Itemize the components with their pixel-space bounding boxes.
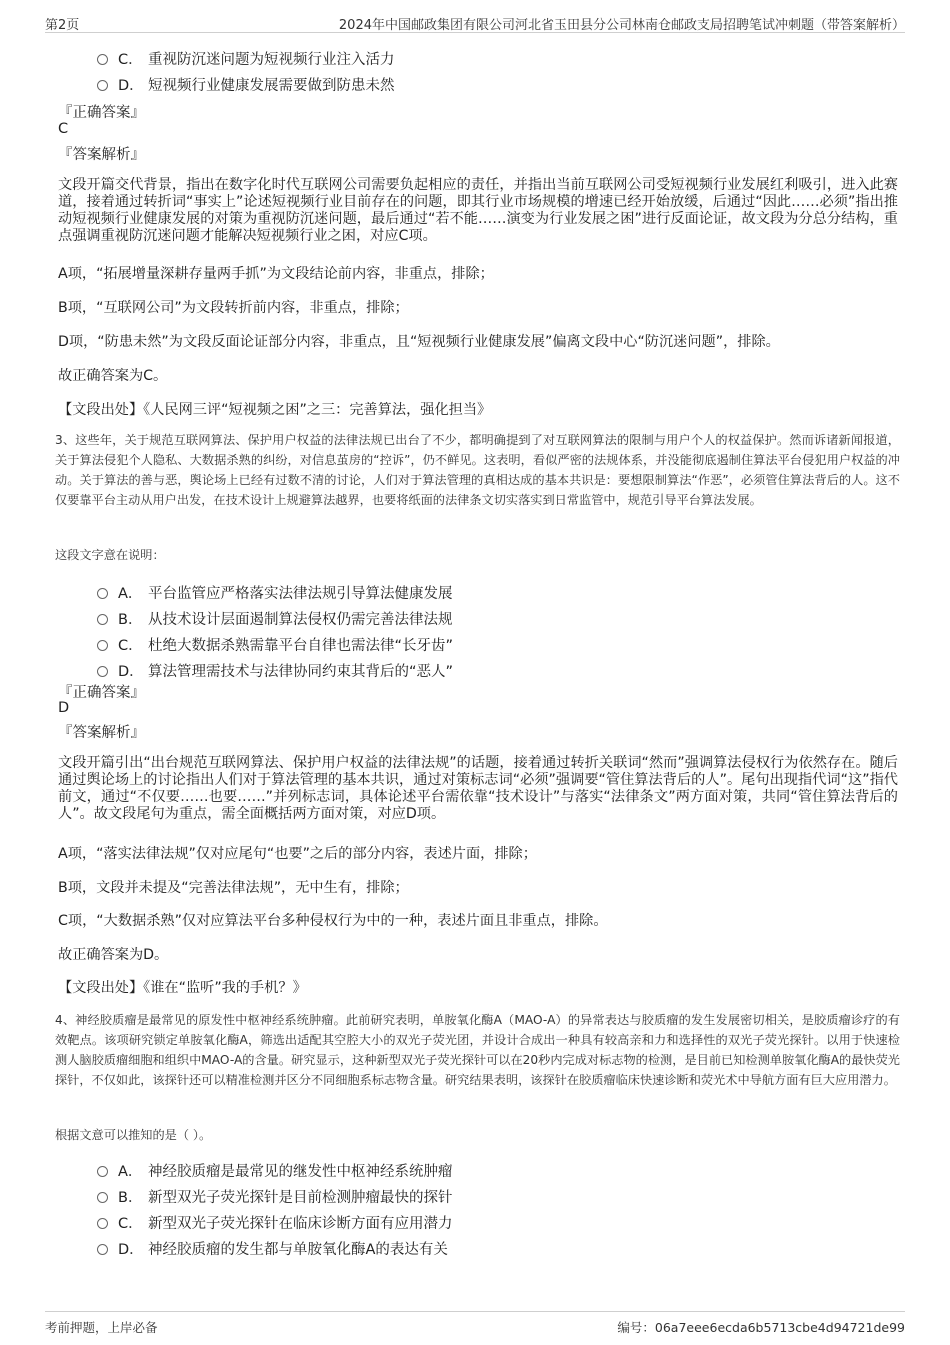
radio-icon[interactable] bbox=[97, 1218, 108, 1229]
radio-icon[interactable] bbox=[97, 1192, 108, 1203]
radio-icon[interactable] bbox=[97, 614, 108, 625]
q2-note-d: D项，“防患未然”为文段反面论证部分内容，非重点，且“短视频行业健康发展”偏离文段中心“防沉迷问题”，排除。 bbox=[58, 334, 780, 350]
q2-option-d[interactable]: D． 短视频行业健康发展需要做到防患未然 bbox=[97, 74, 395, 96]
q2-note-a: A项，“拓展增量深耕存量两手抓”为文段结论前内容，非重点，排除； bbox=[58, 266, 494, 282]
document-id: 编号：06a7eee6ecda6b5713cbe4d94721de99 bbox=[617, 1320, 905, 1335]
q3-analysis-label: 『答案解析』 bbox=[58, 725, 145, 741]
page-header bbox=[45, 12, 905, 33]
q3-conclusion: 故正确答案为D。 bbox=[58, 947, 169, 963]
q3-note-a: A项，“落实法律法规”仅对应尾句“也要”之后的部分内容，表述片面，排除； bbox=[58, 846, 537, 862]
q3-answer-label: 『正确答案』 bbox=[58, 685, 145, 701]
radio-icon[interactable] bbox=[97, 54, 108, 65]
q3-option-d[interactable]: D． 算法管理需技术与法律协同约束其背后的“恶人” bbox=[97, 660, 453, 682]
q4-option-d[interactable]: D． 神经胶质瘤的发生都与单胺氧化酶A的表达有关 bbox=[97, 1238, 448, 1260]
q2-source: 【文段出处】《人民网三评“短视频之困”之三：完善算法，强化担当》 bbox=[58, 402, 492, 418]
q4-option-c[interactable]: C． 新型双光子荧光探针在临床诊断方面有应用潜力 bbox=[97, 1212, 453, 1234]
radio-icon[interactable] bbox=[97, 588, 108, 599]
page-footer bbox=[45, 1311, 905, 1336]
q2-option-c[interactable]: C． 重视防沉迷问题为短视频行业注入活力 bbox=[97, 48, 395, 70]
q2-answer: C bbox=[58, 121, 69, 137]
q2-answer-label: 『正确答案』 bbox=[58, 105, 145, 121]
q3-analysis: 文段开篇引出“出台规范互联网算法、保护用户权益的法律法规”的话题，接着通过转折关联词“然而”强调算法侵权行为依然存在。随后通过舆论场上的讨论指出人们对于算法管理的基本共识，通过对策标志词“必须”强调要“管住算法背后的人”。尾句出现指代词“这”指代前文，通过“不仅要……也要……”并列标志词，具体论述平台需依靠“技术设计”与落实“法律条文”两方面对策，共同“管住算法背后的人”。故文段尾句为重点，需全面概括两方面对策，对应D项。 bbox=[58, 755, 898, 822]
q3-source: 【文段出处】《谁在“监听”我的手机？》 bbox=[58, 980, 307, 996]
q3-option-a[interactable]: A． 平台监管应严格落实法律法规引导算法健康发展 bbox=[97, 582, 453, 604]
radio-icon[interactable] bbox=[97, 1244, 108, 1255]
document-title: 2024年中国邮政集团有限公司河北省玉田县分公司林南仓邮政支局招聘笔试冲刺题（带答案解析） bbox=[338, 18, 905, 33]
q3-note-b: B项，文段并未提及“完善法律法规”，无中生有，排除； bbox=[58, 880, 409, 896]
footer-slogan: 考前押题，上岸必备 bbox=[45, 1320, 158, 1335]
q4-prompt: 根据文意可以推知的是（ ）。 bbox=[55, 1128, 212, 1142]
q3-option-c[interactable]: C． 杜绝大数据杀熟需靠平台自律也需法律“长牙齿” bbox=[97, 634, 453, 656]
q2-note-b: B项，“互联网公司”为文段转折前内容，非重点，排除； bbox=[58, 300, 409, 316]
q3-option-b[interactable]: B． 从技术设计层面遏制算法侵权仍需完善法律法规 bbox=[97, 608, 453, 630]
q3-prompt: 这段文字意在说明： bbox=[55, 548, 165, 562]
q2-analysis-label: 『答案解析』 bbox=[58, 147, 145, 163]
q3-note-c: C项，“大数据杀熟”仅对应算法平台多种侵权行为中的一种，表述片面且非重点，排除。 bbox=[58, 913, 608, 929]
page-number: 第2页 bbox=[45, 18, 80, 33]
q3-question-text: 3、这些年，关于规范互联网算法、保护用户权益的法律法规已出台了不少，都明确提到了对互联网算法的限制与用户个人的权益保护。然而诉诸新闻报道，关于算法侵犯个人隐私、大数据杀熟的纠纷，对信息茧房的“控诉”，仍不鲜见。这表明，看似严密的法规体系，并没能彻底遏制住算法平台侵犯用户权益的冲动。关于算法的善与恶，舆论场上已经有过数不清的讨论，人们对于算法管理的真相达成的基本共识是：要想限制算法“作恶”，必须管住算法背后的人。这不仅要靠平台主动从用户出发，在技术设计上规避算法越界，也要将纸面的法律条文切实落实到日常监管中，规范引导平台算法发展。 bbox=[55, 433, 900, 507]
q4-question-text: 4、神经胶质瘤是最常见的原发性中枢神经系统肿瘤。此前研究表明，单胺氧化酶A（MAO-A）的异常表达与胶质瘤的发生发展密切相关，是胶质瘤诊疗的有效靶点。该项研究锁定单胺氧化酶A，筛选出适配其空腔大小的双光子荧光团，并设计合成出一种具有较高亲和力和选择性的双光子荧光探针。以用于快速检测人脑胶质瘤细胞和组织中MAO-A的含量。研究显示，这种新型双光子荧光探针可以在20秒内完成对标志物的检测，是目前已知检测单胺氧化酶A的最快荧光探针，不仅如此，该探针还可以精准检测并区分不同细胞系标志物含量。研究结果表明，该探针在胶质瘤临床快速诊断和荧光术中导航方面有巨大应用潜力。 bbox=[55, 1013, 900, 1087]
q3-answer: D bbox=[58, 700, 70, 716]
q2-conclusion: 故正确答案为C。 bbox=[58, 368, 168, 384]
q4-option-b[interactable]: B． 新型双光子荧光探针是目前检测肿瘤最快的探针 bbox=[97, 1186, 453, 1208]
radio-icon[interactable] bbox=[97, 640, 108, 651]
q4-option-a[interactable]: A． 神经胶质瘤是最常见的继发性中枢神经系统肿瘤 bbox=[97, 1160, 453, 1182]
radio-icon[interactable] bbox=[97, 80, 108, 91]
radio-icon[interactable] bbox=[97, 666, 108, 677]
q2-analysis: 文段开篇交代背景，指出在数字化时代互联网公司需要负起相应的责任，并指出当前互联网公司受短视频行业发展红利吸引，进入此赛道，接着通过转折词“事实上”论述短视频行业目前存在的问题，即其行业市场规模的增速已经开始放缓，后通过“因此……必须”指出推动短视频行业健康发展的对策为重视防沉迷问题，最后通过“若不能……演变为行业发展之困”进行反面论证，故文段为分总分结构，重点强调重视防沉迷问题才能解决短视频行业之困，对应C项。 bbox=[58, 177, 898, 244]
radio-icon[interactable] bbox=[97, 1166, 108, 1177]
